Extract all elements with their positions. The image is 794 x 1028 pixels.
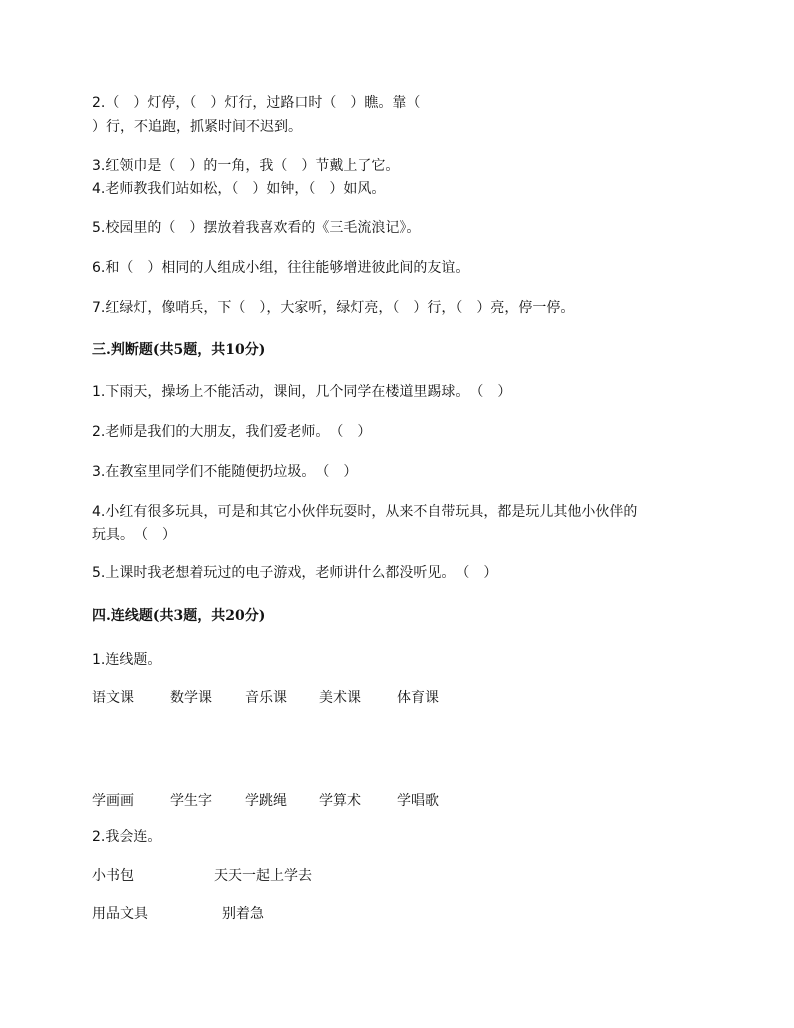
bottom-item-rope: 学跳绳 — [245, 793, 287, 809]
match-top-row — [92, 688, 492, 708]
right-item-2: 别着急 — [222, 906, 264, 922]
question-3: 3.红领巾是（ ）的一角，我（ ）节戴上了它。 — [92, 158, 400, 174]
bottom-item-characters: 学生字 — [170, 793, 212, 809]
match-pair-row-1 — [92, 866, 492, 886]
bottom-item-draw: 学画画 — [92, 793, 134, 809]
judge-question-2: 2.老师是我们的大朋友，我们爱老师。 （ ） — [92, 424, 372, 440]
bottom-item-sing: 学唱歌 — [397, 793, 439, 809]
judge-question-4-line-1: 4.小红有很多玩具，可是和其它小伙伴玩耍时，从来不自带玩具，都是玩儿其他小伙伴的 — [92, 504, 638, 520]
judge-question-1: 1.下雨天，操场上不能活动，课间，几个同学在楼道里踢球。 （ ） — [92, 384, 512, 400]
judge-question-5: 5.上课时我老想着玩过的电子游戏，老师讲什么都没听见。 （ ） — [92, 565, 498, 581]
question-2-line-2: ）行，不追跑，抓紧时间不迟到。 — [92, 119, 302, 135]
right-item-1: 天天一起上学去 — [214, 868, 312, 884]
question-7: 7.红绿灯，像哨兵，下（ ），大家听，绿灯亮，（ ）行，（ ）亮，停一停。 — [92, 300, 575, 316]
top-item-math: 数学课 — [170, 690, 212, 706]
top-item-music: 音乐课 — [245, 690, 287, 706]
question-4: 4.老师教我们站如松，（ ）如钟，（ ）如风。 — [92, 181, 386, 197]
top-item-chinese: 语文课 — [92, 690, 134, 706]
match-question-1: 1.连线题。 — [92, 652, 162, 668]
top-item-art: 美术课 — [319, 690, 361, 706]
question-5: 5.校园里的（ ）摆放着我喜欢看的《三毛流浪记》。 — [92, 220, 421, 236]
judge-question-4-line-2: 玩具。 （ ） — [92, 527, 176, 543]
question-6: 6.和（ ）相同的人组成小组，往往能够增进彼此间的友谊。 — [92, 260, 470, 276]
bottom-item-arithmetic: 学算术 — [319, 793, 361, 809]
match-question-2: 2.我会连。 — [92, 829, 162, 845]
left-item-1: 小书包 — [92, 868, 134, 884]
judge-question-3: 3.在教室里同学们不能随便扔垃圾。 （ ） — [92, 464, 358, 480]
left-item-2: 用品文具 — [92, 906, 148, 922]
match-bottom-row — [92, 791, 492, 811]
match-pair-row-2 — [92, 904, 492, 924]
top-item-pe: 体育课 — [397, 690, 439, 706]
section-4-title: 四.连线题(共3题，共20分) — [92, 608, 266, 624]
section-3-title: 三.判断题(共5题，共10分) — [92, 342, 266, 358]
question-2-line-1: 2.（ ）灯停，（ ）灯行，过路口时（ ）瞧。靠（ — [92, 95, 421, 111]
